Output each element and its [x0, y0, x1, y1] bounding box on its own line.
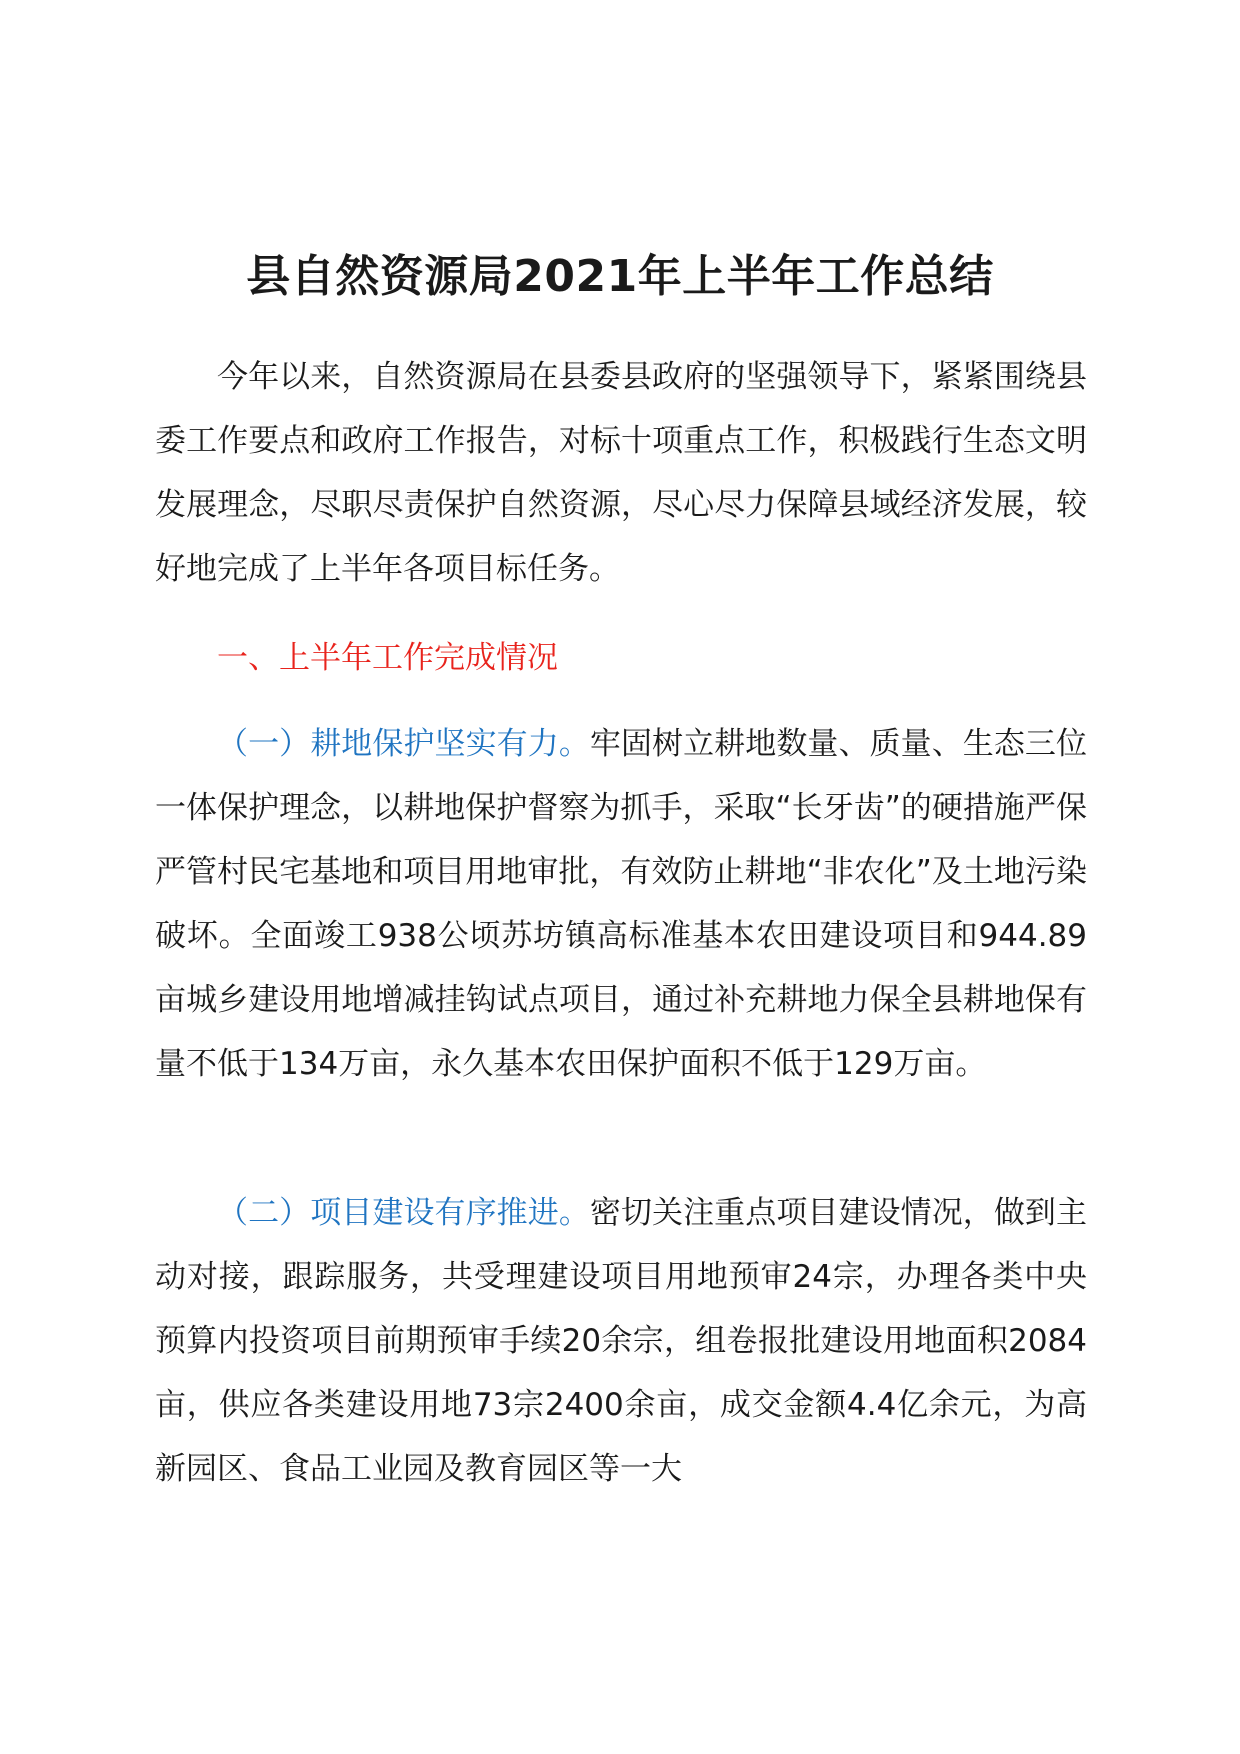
- subheading-project-construction: （二）项目建设有序推进。: [217, 1195, 590, 1231]
- intro-paragraph: 今年以来，自然资源局在县委县政府的坚强领导下，紧紧围绕县委工作要点和政府工作报告，对标十项重点工作，积极践行生态文明发展理念，尽职尽责保护自然资源，尽心尽力保障县域经济发展，较好地完成了上半年各项目标任务。: [155, 359, 1087, 587]
- paragraph-farmland-protection: [155, 712, 1087, 1096]
- paragraph-project-construction: [155, 1181, 1087, 1501]
- paragraph-text: 密切关注重点项目建设情况，做到主动对接，跟踪服务，共受理建设项目用地预审24宗，办理各类中央预算内投资项目前期预审手续20余宗，组卷报批建设用地面积2084亩，供应各类建设用地73宗2400余亩，成交金额4.4亿余元，为高新园区、食品工业园及教育园区等一大: [155, 1195, 1088, 1487]
- paragraph-text: 牢固树立耕地数量、质量、生态三位一体保护理念，以耕地保护督察为抓手，采取“长牙齿”的硬措施严保严管村民宅基地和项目用地审批，有效防止耕地“非农化”及土地污染破坏。全面竣工938公顷苏坊镇高标准基本农田建设项目和944.89亩城乡建设用地增减挂钩试点项目，通过补充耕地力保全县耕地保有量不低于134万亩，永久基本农田保护面积不低于129万亩。: [155, 726, 1088, 1082]
- document-title: 县自然资源局2021年上半年工作总结: [246, 251, 994, 302]
- subheading-farmland-protection: （一）耕地保护坚实有力。: [217, 726, 590, 762]
- section-heading: 一、上半年工作完成情况: [217, 640, 558, 676]
